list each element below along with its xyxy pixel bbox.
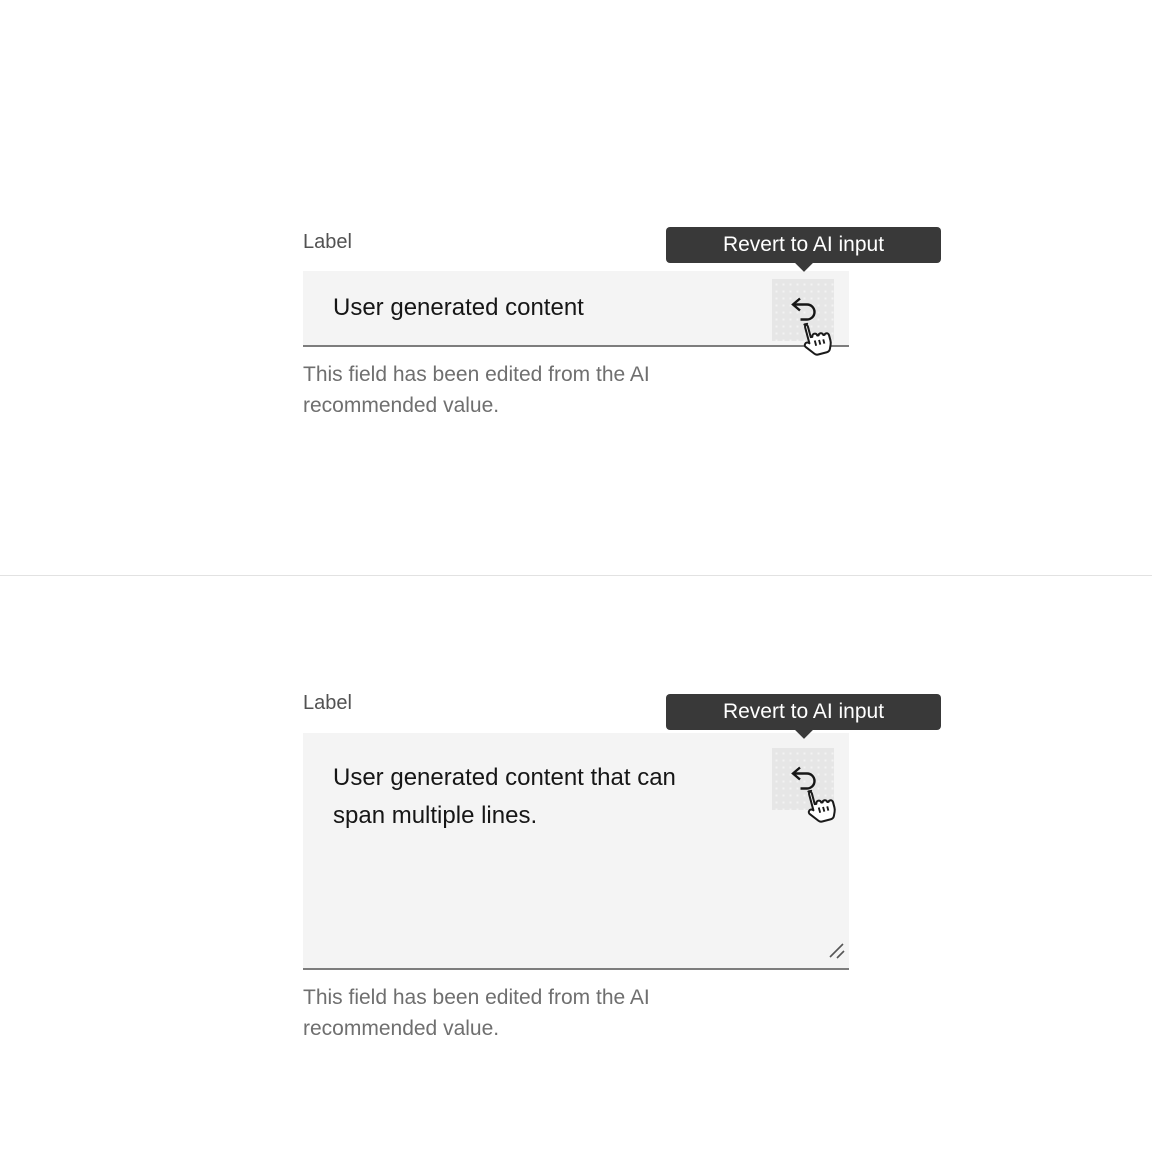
resize-grip-icon[interactable] (826, 940, 846, 965)
revert-tooltip (666, 227, 941, 263)
field-label: Label (303, 692, 352, 714)
text-input[interactable] (303, 271, 849, 347)
text-input-field (303, 271, 849, 347)
textarea-input[interactable] (303, 733, 849, 970)
undo-arrow-icon (788, 763, 818, 796)
revert-tooltip-text: Revert to AI input (722, 233, 885, 256)
section-divider (0, 575, 1152, 576)
undo-arrow-icon (788, 294, 818, 327)
field-label: Label (303, 231, 352, 253)
revert-button[interactable] (772, 748, 834, 810)
textarea-field (303, 733, 849, 970)
revert-tooltip-text: Revert to AI input (722, 700, 885, 723)
helper-text: This field has been edited from the AI recommended value. (303, 363, 650, 417)
helper-text: This field has been edited from the AI recommended value. (303, 986, 650, 1040)
revert-tooltip (666, 694, 941, 730)
revert-button[interactable] (772, 279, 834, 341)
